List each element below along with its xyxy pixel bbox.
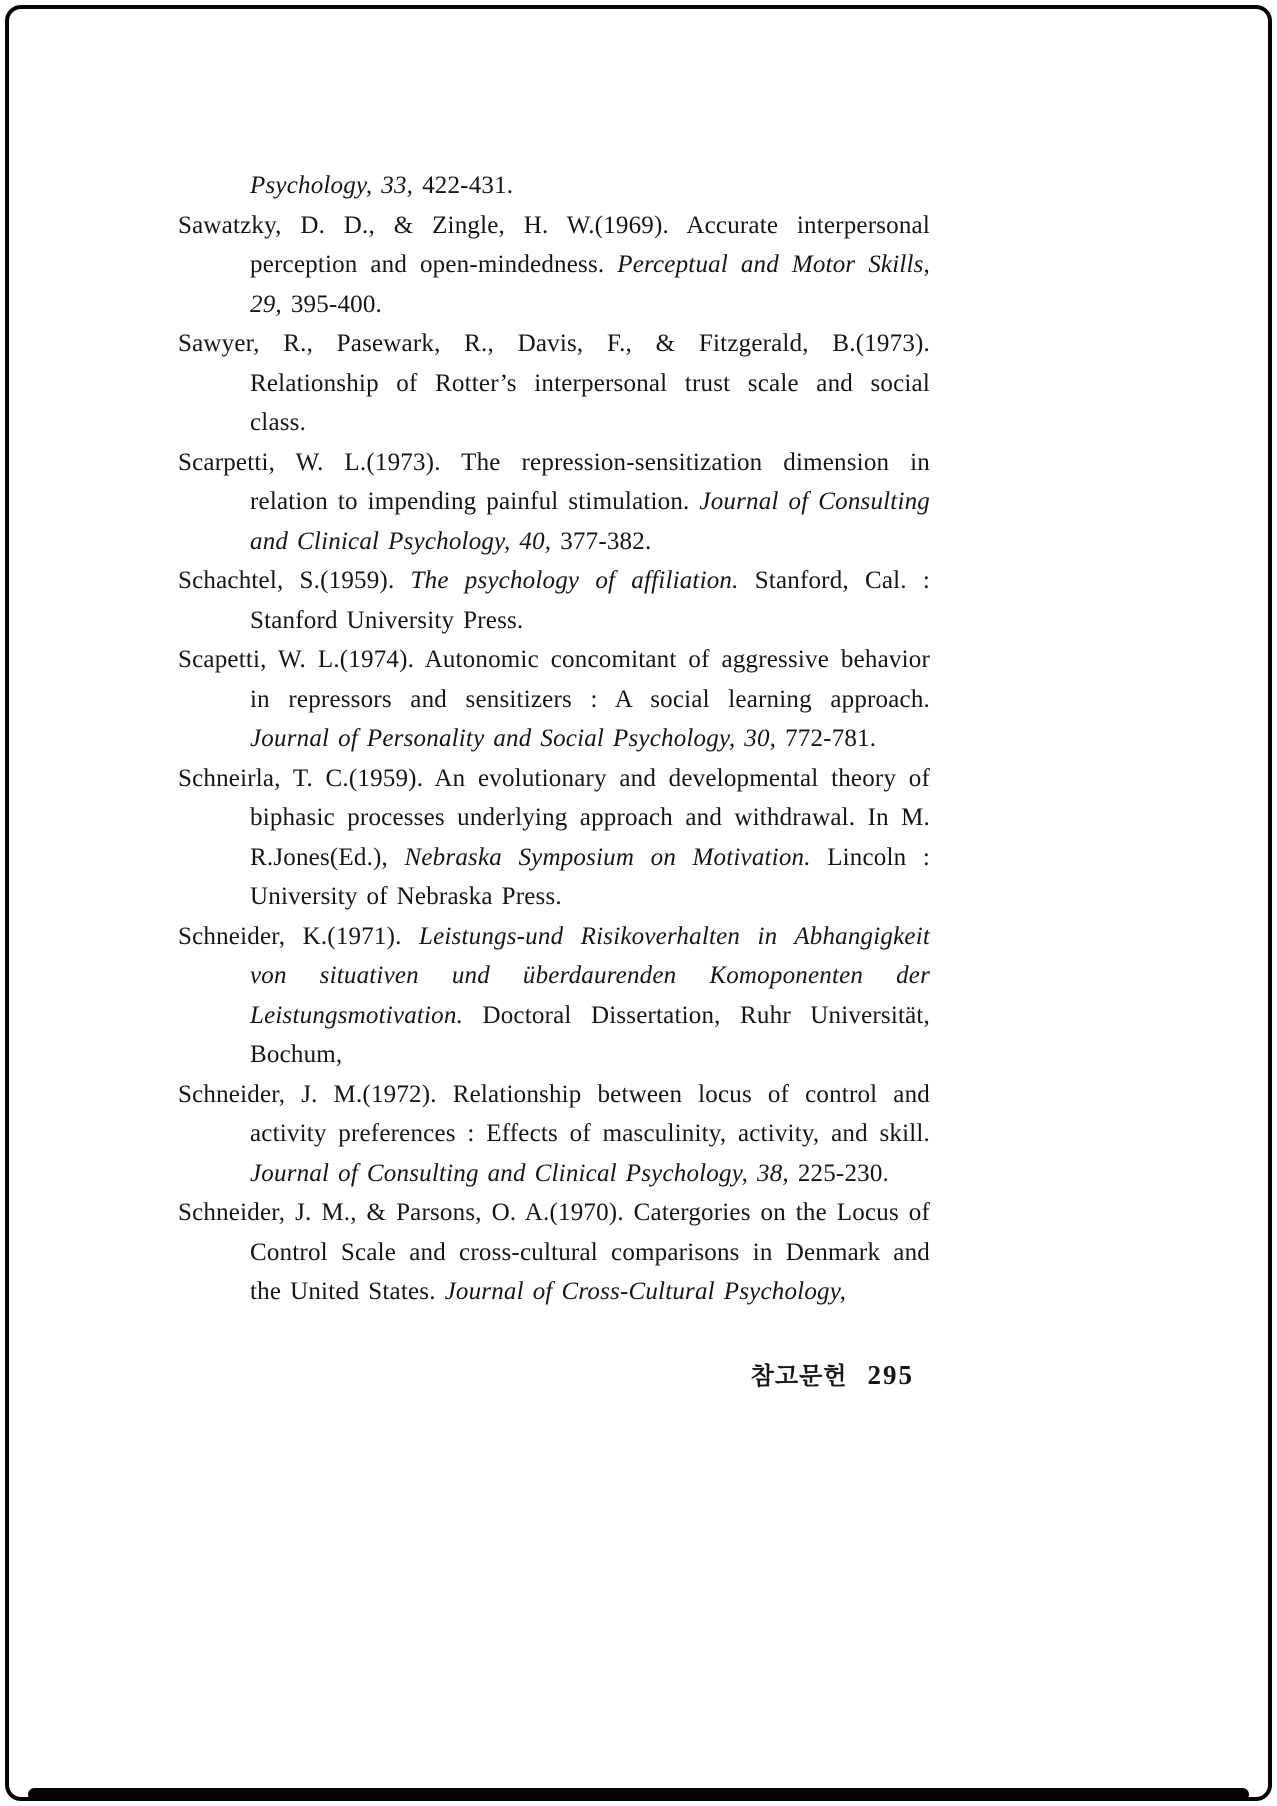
reference-text-segment: Stanford, Cal. : Stanford University Press. xyxy=(250,567,931,634)
reference-entry xyxy=(178,917,930,1075)
reference-text-segment: Lincoln : University of Nebraska Press. xyxy=(250,843,930,910)
reference-text-segment: Schneider, J. M.(1972). Relationship between locus of control and activity preferences : Effects of masculinity, activity, and skill. xyxy=(178,1080,930,1147)
reference-entry xyxy=(178,1193,930,1312)
reference-entry xyxy=(178,206,930,325)
references-list xyxy=(178,166,930,1312)
page-footer xyxy=(178,1356,930,1391)
reference-text-segment: 377-382. xyxy=(560,527,652,555)
reference-text-segment: Doctoral Dissertation, Ruhr Universität, Bochum, xyxy=(250,1001,930,1068)
reference-italic-segment: Perceptual and Motor Skills, 29, xyxy=(250,251,931,318)
footer-section-label: 참고문헌 xyxy=(750,1361,848,1390)
reference-text-segment: 422-431. xyxy=(422,172,514,199)
reference-entry xyxy=(178,640,930,759)
reference-text-segment: 395-400. xyxy=(290,290,382,318)
reference-text-segment: 772-781. xyxy=(785,725,877,752)
reference-italic-segment: Journal of Consulting and Clinical Psychology, 38, xyxy=(250,1159,798,1187)
reference-entry xyxy=(178,1075,930,1194)
reference-italic-segment: Journal of Cross-Cultural Psychology, xyxy=(444,1278,847,1305)
reference-entry xyxy=(178,759,930,917)
reference-text-segment: Scarpetti, W. L.(1973). The repression-sensitization dimension in relation to impending painful stimulation. xyxy=(178,448,930,515)
reference-text-segment: Sawyer, R., Pasewark, R., Davis, F., & Fitzgerald, B.(1973). Relationship of Rotter’s interpersonal trust scale and social class. xyxy=(178,330,930,436)
scan-bottom-edge xyxy=(28,1788,1249,1801)
reference-text-segment: Schneirla, T. C.(1959). An evolutionary and developmental theory of biphasic processes underlying approach and withdrawal. In M. R.Jones(Ed.), xyxy=(178,764,930,871)
reference-italic-segment: Psychology, 33, xyxy=(250,172,423,199)
reference-text-segment: Scapetti, W. L.(1974). Autonomic concomitant of aggressive behavior in repressors and sensitizers : A social learning approach. xyxy=(178,646,930,713)
reference-italic-segment: Journal of Consulting and Clinical Psychology, 40, xyxy=(250,488,930,555)
reference-italic-segment: Nebraska Symposium on Motivation. xyxy=(404,843,828,871)
references-section xyxy=(178,166,930,1391)
reference-text-segment: Schneider, K.(1971). xyxy=(178,922,419,950)
reference-entry xyxy=(178,561,930,640)
reference-entry xyxy=(178,443,930,562)
reference-text-segment: Schneider, J. M., & Parsons, O. A.(1970). Catergories on the Locus of Control Scale and cross-cultural comparisons in Denmark and the United States. xyxy=(178,1199,930,1305)
reference-italic-segment: The psychology of affiliation. xyxy=(410,567,755,594)
reference-entry xyxy=(178,166,930,206)
reference-italic-segment: Journal of Personality and Social Psychology, 30, xyxy=(250,725,786,752)
reference-italic-segment: Leistungs-und Risikoverhalten in Abhangigkeit von situativen und überdaurenden Komoponenten der Leistungsmotivation. xyxy=(250,922,930,1029)
reference-text-segment: Schachtel, S.(1959). xyxy=(178,567,411,594)
reference-text-segment: Sawatzky, D. D., & Zingle, H. W.(1969). Accurate interpersonal perception and open-mindedness. xyxy=(178,211,930,278)
reference-entry xyxy=(178,324,930,443)
reference-text-segment: 225-230. xyxy=(797,1159,890,1187)
footer-page-number: 295 xyxy=(867,1359,914,1390)
